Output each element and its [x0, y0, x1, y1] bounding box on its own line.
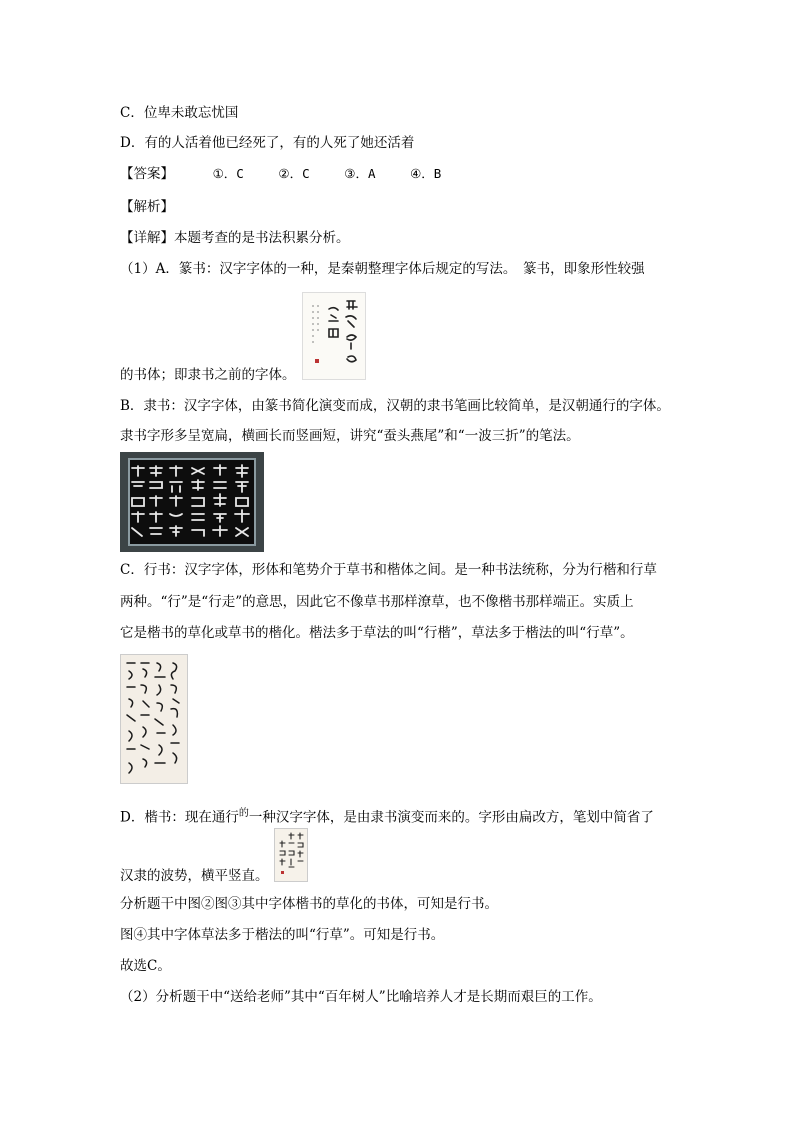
- para-b1: B．隶书：汉字字体，由篆书简化演变而成，汉朝的隶书笔画比较简单，是汉朝通行的字体。: [120, 398, 670, 414]
- analysis-3: 故选C。: [120, 958, 171, 974]
- para-b2: 隶书字形多呈宽扁，横画长而竖画短，讲究“蚕头燕尾”和“一波三折”的笔法。: [120, 428, 580, 444]
- para-c1: C．行书：汉字字体，形体和笔势介于草书和楷体之间。是一种书法统称，分为行楷和行草: [120, 562, 657, 578]
- para-d2: 汉隶的波势，横平竖直。: [120, 868, 269, 884]
- calligraphy-clerical-script-rubbing: [120, 452, 264, 552]
- answer-label: 【答案】: [120, 166, 174, 182]
- para-d1-sup: 的: [238, 808, 249, 819]
- para-d1-start: D．楷书：现在通行: [120, 809, 239, 826]
- calligraphy-seal-script-image: [302, 292, 366, 380]
- answer-item-2: ②．C: [278, 166, 310, 181]
- calligraphy-running-script-image: [120, 654, 188, 784]
- para-d1-end: 一种汉字字体，是由隶书演变而来的。字形由扁改方，笔划中简省了: [248, 809, 654, 826]
- analysis-4: （2）分析题干中“送给老师”其中“百年树人”比喻培养人才是长期而艰巨的工作。: [120, 989, 602, 1005]
- detail-line: 【详解】本题考查的是书法积累分析。: [120, 230, 350, 246]
- option-d: D．有的人活着他已经死了，有的人死了她还活着: [120, 135, 415, 151]
- analysis-1: 分析题干中图②图③其中字体楷书的草化的书体，可知是行书。: [120, 896, 498, 912]
- option-c: C．位卑未敢忘忧国: [120, 105, 239, 121]
- calligraphy-regular-script-image: [274, 828, 308, 882]
- answer-item-3: ③．A: [344, 166, 376, 181]
- para-c2: 两种。“行”是“行走”的意思，因此它不像草书那样潦草，也不像楷书那样端正。实质上: [120, 594, 634, 610]
- answer-item-1: ①．C: [212, 166, 244, 181]
- para-1b: 的书体；即隶书之前的字体。: [120, 367, 296, 383]
- analysis-label: 【解析】: [120, 199, 174, 215]
- analysis-2: 图④其中字体草法多于楷法的叫“行草”。可知是行书。: [120, 927, 445, 943]
- para-d1: [120, 805, 654, 827]
- answer-item-4: ④．B: [410, 166, 442, 181]
- answer-line: [120, 165, 441, 183]
- para-c3: 它是楷书的草化或草书的楷化。楷法多于草法的叫“行楷”，草法多于楷法的叫“行草”。: [120, 625, 634, 641]
- para-1a: （1）A．篆书：汉字字体的一种，是秦朝整理字体后规定的写法。 篆书，即象形性较强: [120, 261, 645, 277]
